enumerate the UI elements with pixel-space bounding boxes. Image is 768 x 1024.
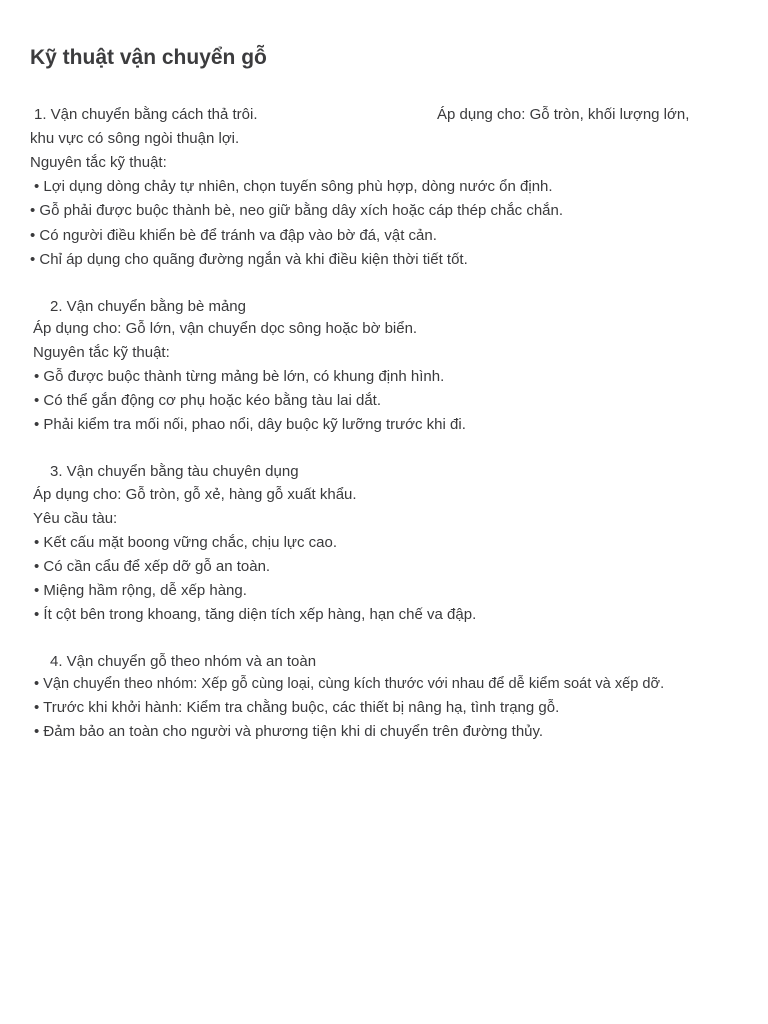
section-1-principle-label: Nguyên tắc kỹ thuật:: [30, 154, 167, 171]
section-1-apply-line-2: khu vực có sông ngòi thuận lợi.: [30, 130, 240, 147]
section-2-apply: Áp dụng cho: Gỗ lớn, vận chuyển dọc sông hoặc bờ biển.: [33, 320, 418, 337]
section-1-bullet: • Gỗ phải được buộc thành bè, neo giữ bằng dây xích hoặc cáp thép chắc chắn.: [30, 202, 564, 219]
section-2-heading: 2. Vận chuyển bằng bè mảng: [50, 298, 246, 315]
section-3-bullet: • Kết cấu mặt boong vững chắc, chịu lực cao.: [34, 534, 337, 551]
section-2-principle-label: Nguyên tắc kỹ thuật:: [33, 344, 170, 361]
section-1-bullet: • Có người điều khiển bè để tránh va đập vào bờ đá, vật cản.: [30, 227, 437, 244]
section-3-apply: Áp dụng cho: Gỗ tròn, gỗ xẻ, hàng gỗ xuất khẩu.: [33, 486, 357, 503]
document-title: Kỹ thuật vận chuyển gỗ: [30, 46, 267, 69]
section-1-apply-line-1: Áp dụng cho: Gỗ tròn, khối lượng lớn,: [437, 106, 690, 123]
section-3-bullet: • Miệng hầm rộng, dễ xếp hàng.: [34, 582, 247, 599]
section-3-heading: 3. Vận chuyển bằng tàu chuyên dụng: [50, 463, 299, 480]
section-3-bullet: • Có cần cẩu để xếp dỡ gỗ an toàn.: [34, 558, 271, 575]
section-1-heading: 1. Vận chuyển bằng cách thả trôi.: [34, 106, 258, 123]
section-2-bullet: • Phải kiểm tra mối nối, phao nổi, dây buộc kỹ lưỡng trước khi đi.: [34, 416, 466, 433]
section-2-bullet: • Có thể gắn động cơ phụ hoặc kéo bằng tàu lai dắt.: [34, 392, 382, 409]
section-1-bullet: • Lợi dụng dòng chảy tự nhiên, chọn tuyến sông phù hợp, dòng nước ổn định.: [34, 178, 553, 195]
section-1-bullet: • Chỉ áp dụng cho quãng đường ngắn và khi điều kiện thời tiết tốt.: [30, 251, 468, 268]
section-3-bullet: • Ít cột bên trong khoang, tăng diện tích xếp hàng, hạn chế va đập.: [34, 606, 477, 623]
section-4-heading: 4. Vận chuyển gỗ theo nhóm và an toàn: [50, 653, 317, 670]
section-3-requirement-label: Yêu cầu tàu:: [33, 510, 118, 527]
section-2-bullet: • Gỗ được buộc thành từng mảng bè lớn, có khung định hình.: [34, 368, 445, 385]
section-4-bullet: • Đảm bảo an toàn cho người và phương tiện khi di chuyển trên đường thủy.: [34, 723, 544, 740]
section-4-bullet: • Trước khi khởi hành: Kiểm tra chằng buộc, các thiết bị nâng hạ, tình trạng gỗ.: [34, 699, 560, 716]
section-4-bullet: • Vận chuyển theo nhóm: Xếp gỗ cùng loại, cùng kích thước với nhau để dễ kiểm soát và xếp dỡ.: [34, 676, 665, 692]
